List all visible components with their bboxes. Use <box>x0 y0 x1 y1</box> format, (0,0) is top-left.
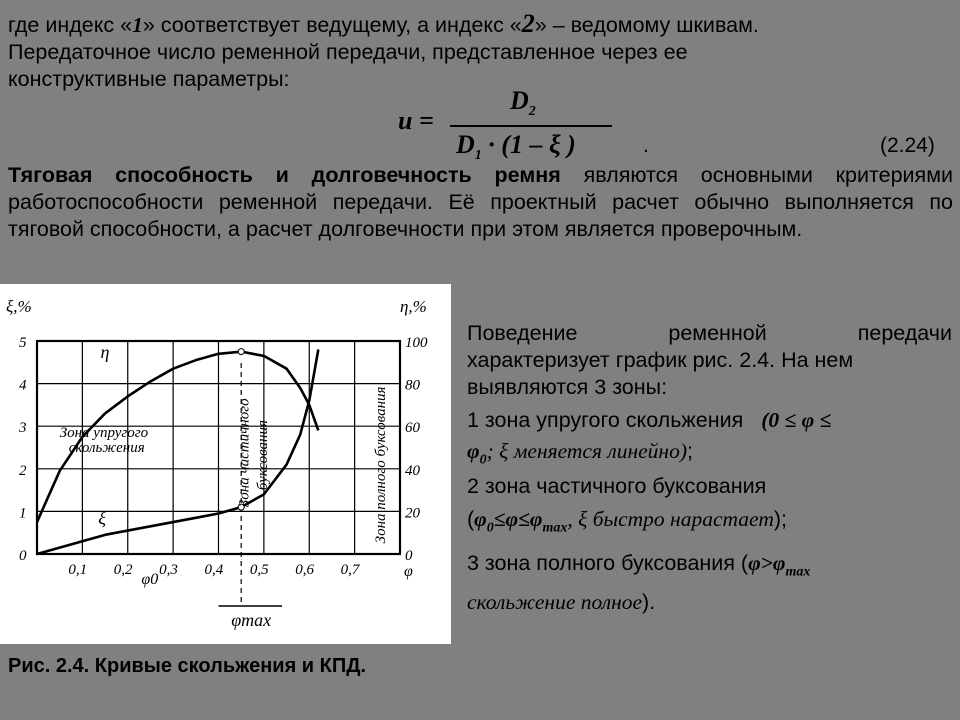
left-axis-label: ξ,% <box>6 297 32 316</box>
zone-3-range: φ>φ <box>748 550 786 575</box>
numerator-sub: 2 <box>528 104 536 120</box>
left-tick-label: 5 <box>19 335 27 351</box>
left-tick-label: 2 <box>19 462 27 479</box>
x-tick-label: 0,5 <box>249 562 269 578</box>
index-2: 2 <box>521 9 535 38</box>
zone-1-end: ; <box>686 439 693 463</box>
x-tick-label: 0,4 <box>204 562 224 578</box>
intro-text-part: » соответствует ведущему, а индекс « <box>142 13 522 37</box>
zone-3-line <box>467 550 952 585</box>
right-tick-label: 20 <box>405 505 420 522</box>
right-tick-label: 40 <box>405 462 420 479</box>
zone-3-title: 3 зона полного буксования ( <box>467 550 749 575</box>
desc-line-1: Поведение ременной передачи <box>467 321 952 345</box>
slip-efficiency-chart <box>0 284 451 644</box>
desc-line-3: выявляются 3 зоны: <box>467 375 668 399</box>
x-tick-label: 0,2 <box>113 562 133 578</box>
phi-sub: 0 <box>486 520 494 536</box>
zone-1-label: скольжения <box>68 439 145 456</box>
equation-number: (2.24) <box>880 134 935 157</box>
zone-3-end: ). <box>642 589 656 614</box>
intro-line-3: конструктивные параметры: <box>8 67 290 91</box>
intro-text-part: где индекс « <box>8 13 133 37</box>
zone-2-desc: , ξ быстро нарастает <box>567 507 774 532</box>
figure-caption: Рис. 2.4. Кривые скольжения и КПД. <box>8 655 367 677</box>
zone-2-label: Зона частичного <box>236 398 253 508</box>
phi0-label: φ0 <box>141 571 159 588</box>
right-tick-label: 0 <box>405 548 413 564</box>
fraction-bar <box>450 125 612 127</box>
zone-2-line: 2 зона частичного буксования <box>467 474 767 499</box>
zone-2-line-2 <box>467 506 952 541</box>
zone-3-desc: скольжение полное <box>467 589 643 614</box>
intro-text-part: » – ведомому шкивам. <box>534 13 759 37</box>
phi-symbol: φ <box>474 507 487 532</box>
zone-1-range-a: (0 ≤ φ ≤ <box>761 408 832 432</box>
formula-numerator <box>510 86 536 120</box>
zone-3-label: Зона полного буксования <box>373 386 390 544</box>
eta-curve-label: η <box>100 342 110 363</box>
traction-paragraph <box>8 162 953 243</box>
intro-line-2: Передаточное число ременной передачи, представленное через ее <box>8 40 688 64</box>
intro-text <box>8 10 953 93</box>
zone-3-line-2 <box>467 589 952 616</box>
zone-1-title: 1 зона упругого скольжения <box>467 408 744 432</box>
right-axis-label: η,% <box>400 297 427 316</box>
left-tick-label: 1 <box>19 505 27 522</box>
paragraph-bold-lead: Тяговая способность и долговечность ремня <box>8 163 561 187</box>
zone-1-label: Зона упругого <box>59 424 149 441</box>
zone-1-range-b: ; ξ меняется линейно) <box>486 439 687 463</box>
formula-period: . <box>643 134 649 157</box>
left-tick-label: 4 <box>19 377 27 394</box>
right-tick-label: 80 <box>405 377 420 394</box>
zone-2-range: ≤φ≤φ <box>493 507 543 532</box>
formula-denominator <box>456 130 576 164</box>
zone-2-paren: ( <box>467 507 475 532</box>
x-tick-label: 0,7 <box>340 562 360 578</box>
xi-curve-label: ξ <box>98 508 106 529</box>
phimax-label: φmax <box>231 610 272 630</box>
zone-1-line-2 <box>467 438 952 473</box>
x-tick-label: 0,3 <box>159 562 178 578</box>
phi-sub: 0 <box>479 452 487 468</box>
denominator-symbol: D <box>456 130 475 159</box>
eta-max-point <box>238 349 244 355</box>
index-1: 1 <box>132 13 143 37</box>
numerator-symbol: D <box>510 86 529 115</box>
left-tick-label: 3 <box>19 420 27 437</box>
chart-panel <box>0 284 451 644</box>
zone-1-line <box>467 407 952 434</box>
zone-2-label: буксования <box>254 420 271 491</box>
desc-line-2: характеризует график рис. 2.4. На нем <box>467 348 854 372</box>
zone-2-end: ); <box>773 507 787 532</box>
x-tick-label: 0,6 <box>295 562 314 578</box>
right-tick-label: 100 <box>405 335 428 351</box>
left-tick-label: 0 <box>19 548 27 564</box>
intro-line-1 <box>8 10 953 39</box>
paragraph-rest: являются основными критериями работоспособности ременной передачи. Её проектный расчет обычно выполняется по тяговой способности, а расчет долговечности при этом является проверочным. <box>8 163 953 241</box>
phimax-sub: max <box>785 563 811 579</box>
zones-description <box>467 320 952 616</box>
denominator-rest: · (1 – ξ ) <box>488 130 576 159</box>
chart-labels <box>6 297 428 630</box>
formula-lhs: u = <box>398 106 434 135</box>
right-tick-label: 60 <box>405 420 420 437</box>
phimax-sub: max <box>542 520 568 536</box>
gear-ratio-formula <box>398 86 618 164</box>
denominator-sub: 1 <box>474 148 482 164</box>
x-axis-symbol: φ <box>404 563 413 580</box>
x-tick-label: 0,1 <box>68 562 88 578</box>
phi-symbol: φ <box>467 439 480 463</box>
